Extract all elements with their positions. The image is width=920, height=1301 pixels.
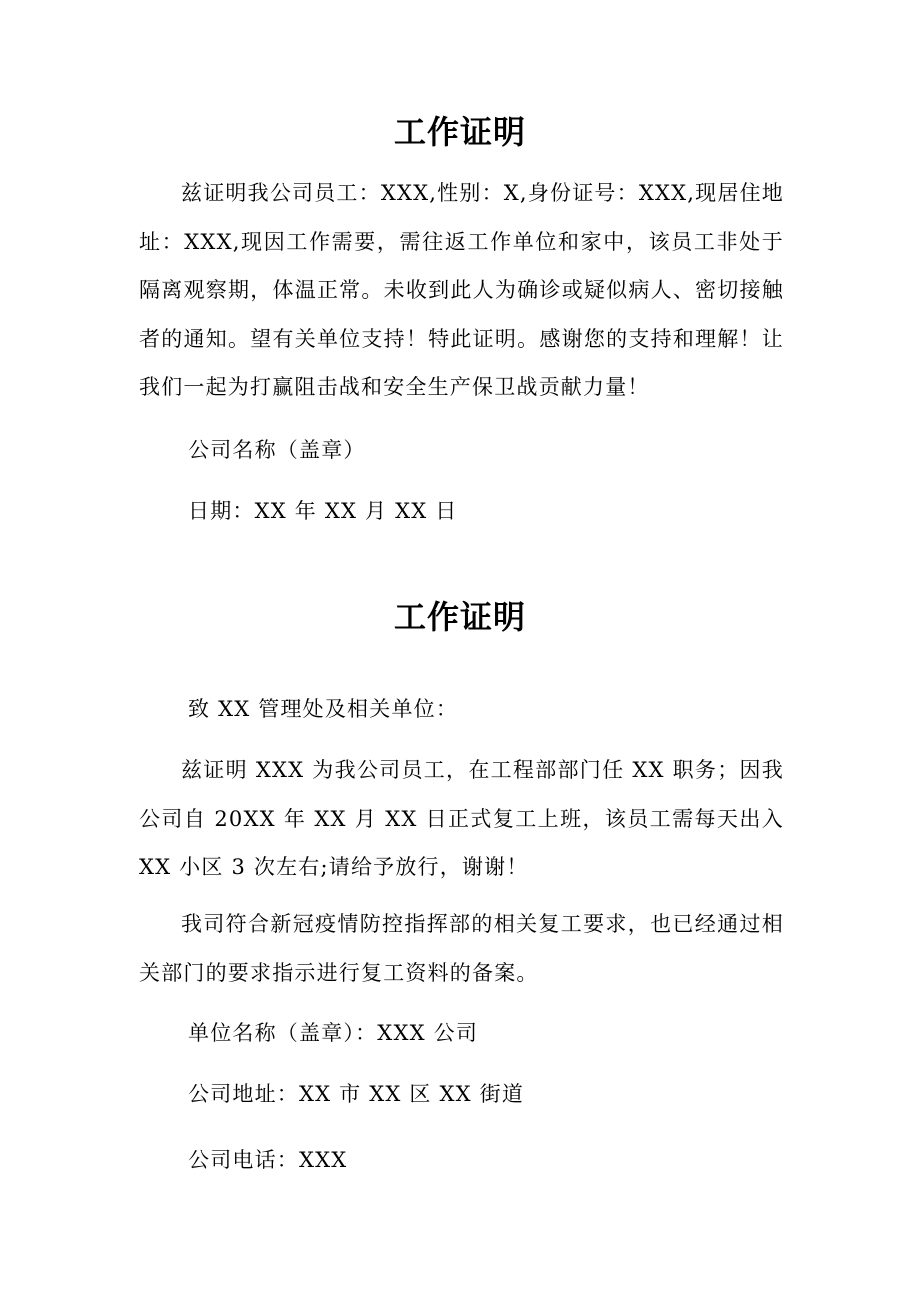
certificate-2-title: 工作证明 xyxy=(393,598,526,636)
certificate-1-date-line: 日期：XX 年 XX 月 XX 日 xyxy=(188,499,458,523)
certificate-2-company-phone: 公司电话：XXX xyxy=(188,1148,348,1172)
certificate-2-addressee: 致 XX 管理处及相关单位： xyxy=(188,697,459,721)
certificate-1-title: 工作证明 xyxy=(393,113,526,151)
certificate-2-company-address: 公司地址：XX 市 XX 区 XX 街道 xyxy=(188,1082,525,1106)
certificate-2-unit-name: 单位名称（盖章）：XXX 公司 xyxy=(188,1021,479,1045)
certificate-2-body-1: 兹证明 XXX 为我公司员工，在工程部部门任 XX 职务；因我公司自 20XX 年 XX 月 XX 日正式复工上班，该员工需每天出入 XX 小区 3 次左右;请给予放行，谢谢！ xyxy=(139,758,784,880)
certificate-1-company-line: 公司名称（盖章） xyxy=(188,438,366,462)
certificate-2-body-2: 我司符合新冠疫情防控指挥部的相关复工要求，也已经通过相关部门的要求指示进行复工资料的备案。 xyxy=(139,912,784,985)
certificate-1-body: 兹证明我公司员工：XXX,性别：X,身份证号：XXX,现居住地址：XXX,现因工作需要，需往返工作单位和家中，该员工非处于隔离观察期，体温正常。未收到此人为确诊或疑似病人、密切接触者的通知。望有关单位支持！特此证明。感谢您的支持和理解！让我们一起为打赢阻击战和安全生产保卫战贡献力量！ xyxy=(139,181,784,400)
